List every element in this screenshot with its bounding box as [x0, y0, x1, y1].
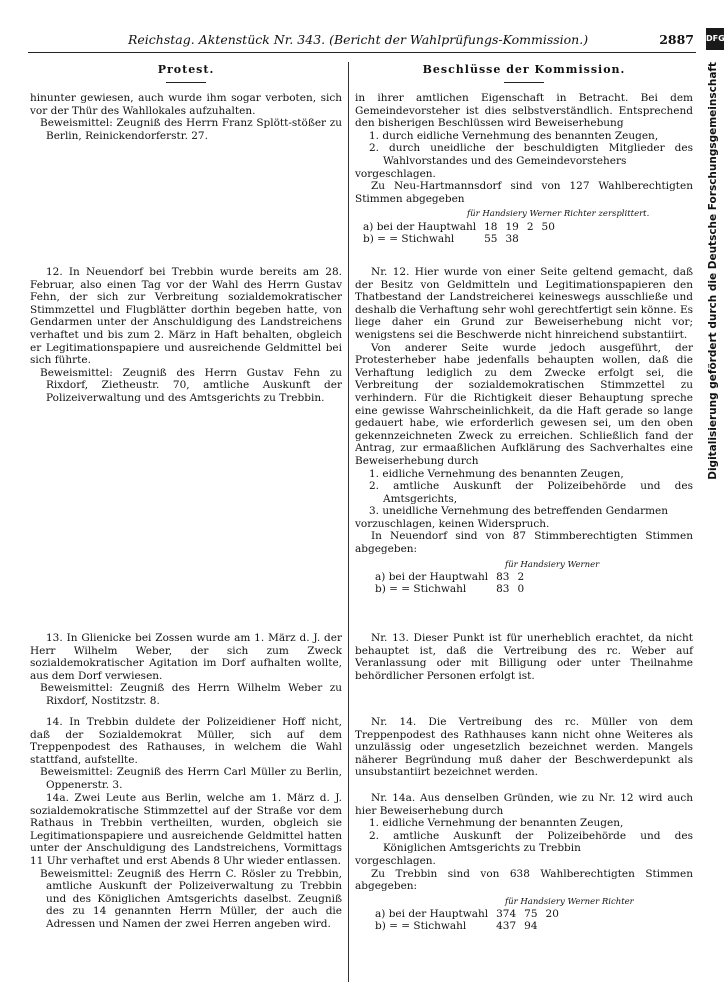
list-item: 1. durch eidliche Vernehmung des benannten Zeugen,: [369, 129, 659, 142]
running-header: [28, 32, 694, 52]
protest-text: 13. In Glienicke bei Zossen wurde am 1. März d. J. der Herr Wilhelm Weber, der sich zum Zweck sozialdemokratischer Agitation im Dorf aufhalten wollte, aus dem Dorf verwiesen.: [30, 632, 342, 682]
table-row: a) bei der Hauptwahl 83 2: [375, 571, 525, 584]
protest-block-continued: [30, 92, 342, 142]
evidence-text: Beweismittel: Zeugniß des Herrn C. Rösler zu Trebbin, amtliche Auskunft der Polizeiverwaltung zu Trebbin und des Königlichen Amtsgerichts daselbst. Zeugniß des zu 14 genannten Herrn Müller, der auch die Adressen und Namen der zwei Herren angeben wird.: [40, 867, 342, 930]
heading-rule: [504, 82, 544, 83]
evidence-text: Beweismittel: Zeugniß des Herrn Gustav Fehn zu Rixdorf, Zietheustr. 70, amtliche Auskunft der Polizeiverwaltung und des Amtsgerichts zu Trebbin.: [40, 366, 342, 404]
table-row: b) = = Stichwahl 83 0: [375, 583, 525, 596]
vote-table: [375, 571, 528, 595]
list-item: 2. amtliche Auskunft der Polizeibehörde und des Königlichen Amtsgerichts zu Trebbin: [369, 829, 693, 855]
decision-text: vorgeschlagen.: [355, 854, 436, 867]
dfg-logo: DFG: [706, 28, 724, 50]
digitization-stamp: [703, 0, 727, 1000]
decision-text: Nr. 12. Hier wurde von einer Seite geltend gemacht, daß der Besitz von Geldmitteln und Legitimationspapieren den Thatbestand der Landstreicherei keineswegs ausschließe und deshalb die Verhaftung sehr wohl gerechtfertigt sein könne. Es liege daher ein Grund zur Beweiserhebung nicht vor; wenigstens sei die Beschwerde nicht hinreichend substantiirt.: [355, 266, 693, 341]
table-row: a) bei der Hauptwahl 374 75 20: [375, 908, 559, 921]
decision-text: Nr. 13. Dieser Punkt ist für unerheblich erachtet, da nicht behauptet ist, daß die Vertreibung des rc. Weber auf Veranlassung oder mit Billigung oder unter Theilnahme behördlicher Personen erfolgt ist.: [355, 632, 693, 682]
list-item: 1. eidliche Vernehmung des benannten Zeugen,: [369, 467, 624, 480]
header-rule: [28, 52, 696, 53]
decision-14a: [355, 792, 693, 932]
decision-text: in ihrer amtlichen Eigenschaft in Betracht. Bei dem Gemeindevorsteher ist dies selbstverständlich. Entsprechend den bisherigen Beschlüssen wird Beweiserhebung: [355, 92, 693, 130]
list-item: 1. eidliche Vernehmung der benannten Zeugen,: [369, 817, 624, 830]
vote-table: [375, 908, 563, 932]
list-item: 2. durch uneidliche der beschuldigten Mitglieder des Wahlvorstandes und des Gemeindevorstehers: [369, 142, 693, 167]
vote-table-header: für Handsiery Werner: [505, 559, 600, 570]
protest-13: [30, 632, 342, 708]
protest-text: 14a. Zwei Leute aus Berlin, welche am 1. März d. J. sozialdemokratische Stimmzettel auf der Straße vor dem Rathaus in Trebbin vertheilten, wurden, obgleich sie Legitimationspapiere und ausreichende Geldmittel hatten unter der Anschuldigung des Landstreichens, Vormittags 11 Uhr verhaftet und erst Abends 8 Uhr wieder entlassen.: [30, 792, 342, 867]
decision-text: Von anderer Seite wurde jedoch ausgeführt, der Protesterheber habe jedenfalls behaupten wollen, daß die Verhaftung lediglich zu dem Zwecke erfolgt sei, die Verbreitung der sozialdemokratischen Stimmzettel zu verhindern. Für die Richtigkeit dieser Behauptung spreche eine gewisse Wahrscheinlichkeit, da die Haft gerade so lange gedauert habe, wie erforderlich gewesen sei, um den oben gekennzeichneten Zweck zu erreichen. Schließlich fand der Antrag, zur ermaaßlichen Aufklärung des Sachverhaltes eine Beweiserhebung durch: [355, 341, 693, 467]
running-title: Reichstag. Aktenstück Nr. 343. (Bericht der Wahlprüfungs-Kommission.): [128, 32, 589, 47]
vote-table: [363, 221, 559, 245]
list-item: 3. uneidliche Vernehmung des betreffenden Gendarmen: [369, 505, 669, 518]
decision-text: In Neuendorf sind von 87 Stimmberechtigten Stimmen abgegeben:: [355, 530, 693, 556]
funding-notice: Digitalisierung gefördert durch die Deutsche Forschungsgemeinschaft: [707, 62, 719, 480]
vote-table-header: für Handsiery Werner Richter zersplittert.: [467, 209, 650, 220]
heading-rule: [166, 82, 206, 83]
table-row: b) = = Stichwahl 437 94: [375, 920, 538, 933]
protest-text: 12. In Neuendorf bei Trebbin wurde bereits am 28. Februar, also einen Tag vor der Wahl des Herrn Gustav Fehn, der sich zur Verbreitung sozialdemokratischer Stimmzettel und Flugblätter dorthin begeben hatte, von Gendarmen unter der Anschuldigung des Landstreichens verhaftet und bis zum 2. März in Haft behalten, obgleich er Legitimationspapiere und ausreichende Geldmittel bei sich führte.: [30, 266, 342, 367]
decision-text: Zu Neu-Hartmannsdorf sind von 127 Wahlberechtigten Stimmen abgegeben: [355, 180, 693, 205]
decision-text: Nr. 14a. Aus denselben Gründen, wie zu Nr. 12 wird auch hier Beweiserhebung durch: [355, 792, 693, 817]
vote-table-header: für Handsiery Werner Richter: [505, 896, 634, 907]
decision-text: Nr. 14. Die Vertreibung des rc. Müller von dem Treppenpodest des Rathhauses kann nicht ohne Weiteres als unzulässig oder ungesetzlich bezeichnet werden. Mangels näherer Begründung muß daher der Beschwerdepunkt als unsubstantiirt bezeichnet werden.: [355, 716, 693, 779]
decision-text: vorgeschlagen.: [355, 167, 436, 180]
protest-heading: Protest.: [157, 63, 215, 76]
column-divider: [348, 62, 349, 982]
protest-14a: [30, 792, 342, 931]
protest-14: [30, 716, 342, 792]
page-number: 2887: [659, 32, 694, 47]
decision-text: Zu Trebbin sind von 638 Wahlberechtigten Stimmen abgegeben:: [355, 867, 693, 893]
evidence-text: Beweismittel: Zeugniß des Herrn Franz Splött-stößer zu Berlin, Reinickendorferstr. 27.: [40, 117, 342, 142]
protest-text: 14. In Trebbin duldete der Polizeidiener Hoff nicht, daß der Sozialdemokrat Müller, sich auf dem Treppenpodest des Rathauses, in welchem die Wahl stattfand, aufstellte.: [30, 716, 342, 766]
commission-heading: Beschlüsse der Kommission.: [422, 63, 626, 76]
decision-block-continued: [355, 92, 693, 245]
decision-13: [355, 632, 693, 682]
table-row: b) = = Stichwahl 55 38: [363, 232, 519, 245]
commission-column: [355, 63, 693, 933]
protest-column: [30, 63, 342, 930]
evidence-text: Beweismittel: Zeugniß des Herrn Carl Müller zu Berlin, Oppenerstr. 3.: [40, 766, 342, 791]
decision-text: vorzuschlagen, keinen Widerspruch.: [355, 517, 550, 530]
protest-12: [30, 266, 342, 405]
table-row: a) bei der Hauptwahl 18 19 2 50: [363, 220, 555, 233]
decision-12: [355, 266, 693, 595]
evidence-text: Beweismittel: Zeugniß des Herrn Wilhelm Weber zu Rixdorf, Nostitzstr. 8.: [40, 682, 342, 707]
protest-text: hinunter gewiesen, auch wurde ihm sogar verboten, sich vor der Thür des Wahllokales aufzuhalten.: [30, 92, 342, 117]
list-item: 2. amtliche Auskunft der Polizeibehörde und des Amtsgerichts,: [369, 480, 693, 505]
decision-14: [355, 716, 693, 779]
